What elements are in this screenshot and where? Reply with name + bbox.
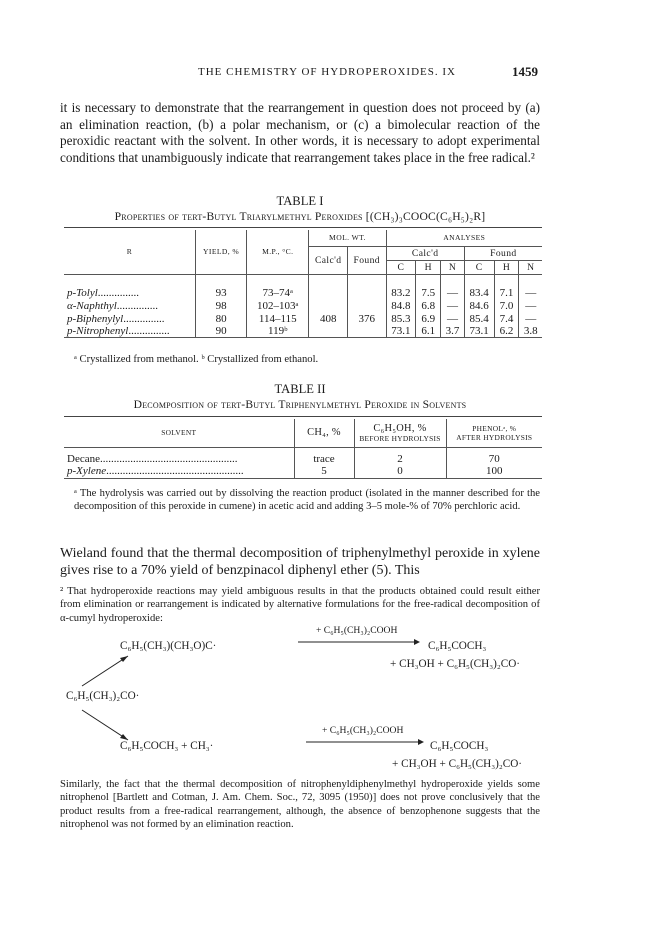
intro-paragraph: it is necessary to demonstrate that the rearrangement in question does not proceed by (a) an elimination reaction, (b) a polar mechanism, or (c) a bimolecular reaction of the peroxidic reactant with the solvent. In other words, it is necessary to adopt experimental conditions that unambiguously indicate that rearrangement takes place in the free radical.²	[60, 100, 540, 165]
col-mw-found: Found	[347, 246, 386, 274]
col-c-found: C	[464, 260, 494, 274]
cell-mw-calc: 408	[309, 312, 348, 325]
col-phenol	[446, 419, 542, 447]
table-row: Decane.................................................. trace 2 70	[64, 452, 542, 465]
cell-mw-found	[347, 325, 386, 338]
cell-mw-calc	[309, 325, 348, 338]
cell-h-found: 7.1	[494, 287, 519, 300]
cell-c-calc: 84.8	[386, 300, 416, 313]
table-row: p-Xylene.................................................. 5 0 100	[64, 465, 542, 478]
row-r: p-Biphenylyl	[67, 312, 124, 325]
table1	[64, 230, 542, 338]
cell-mw-calc	[309, 287, 348, 300]
cell-c-found: 73.1	[464, 325, 494, 338]
cell-ch4: 5	[294, 465, 354, 478]
table2-top-rule	[64, 416, 542, 417]
col-phenol-label: PHENOLᵃ, %	[472, 423, 517, 433]
branch-down-arrow-icon	[78, 706, 138, 744]
cell-n-calc: —	[441, 300, 465, 313]
upper-coproducts: + CH₃OH + C₆H₅(CH₃)₂CO·	[390, 658, 521, 670]
col-mol-wt: MOL. WT.	[309, 230, 386, 246]
branch-up-arrow-icon	[78, 652, 138, 690]
cell-yield: 98	[196, 300, 247, 313]
cell-mp: 102–103ᵃ	[247, 300, 309, 313]
table-row: p-Biphenylyl............... 80 114–115 408 376 85.3 6.9 — 85.4 7.4 —	[64, 312, 542, 325]
table1-title: Properties of tert-Butyl Triarylmethyl Peroxides [(CH₃)₃COOC(C₆H₅)₂R]	[114, 210, 486, 223]
cell-c-found: 84.6	[464, 300, 494, 313]
table-row: p-Tolyl............... 93 73–74ᵃ 83.2 7.5 — 83.4 7.1 —	[64, 287, 542, 300]
col-analyses-found: Found	[464, 246, 542, 260]
col-mw-calcd: Calc'd	[309, 246, 348, 274]
cell-h-calc: 6.1	[416, 325, 441, 338]
col-h-calcd: H	[416, 260, 441, 274]
closing-paragraph: Similarly, the fact that the thermal decomposition of nitrophenyldiphenylmethyl hydroperoxide yields some nitrophenol [Bartlett and Cotman, J. Am. Chem. Soc., 72, 3095 (1950)] does not prove conclusively that the product results from a free-radical rearrangement, although, the absence of benzophenone suggests that the nitrophenol was not formed by an elimination reaction.	[60, 779, 540, 831]
cell-h-calc: 6.9	[416, 312, 441, 325]
cell-mp: 119ᵇ	[247, 325, 309, 338]
upper-intermediate: C₆H₅(CH₃)(CH₃O)C·	[120, 640, 217, 652]
cell-c-calc: 83.2	[386, 287, 416, 300]
cell-yield: 90	[196, 325, 247, 338]
col-mp: M.P., °C.	[247, 230, 309, 274]
cell-after: 100	[446, 465, 542, 478]
page-number: 1459	[512, 64, 538, 79]
row-r: p-Nitrophenyl	[67, 325, 129, 338]
col-c6h5oh-label: C₆H₅OH, %	[373, 422, 427, 434]
row-solvent: Decane	[67, 452, 100, 465]
upper-arrow-icon	[296, 636, 420, 648]
cell-h-found: 7.0	[494, 300, 519, 313]
cell-ch4: trace	[294, 452, 354, 465]
footnote-2: ² That hydroperoxide reactions may yield ambiguous results in that the products obtained could result either from elimination or rearrangement is indicated by alternative formulations for the free-radical decomposition of α-cumyl hydroperoxide:	[60, 586, 540, 624]
cell-mp: 73–74ᵃ	[247, 287, 309, 300]
cell-yield: 93	[196, 287, 247, 300]
col-r: R	[64, 230, 196, 274]
cell-n-found: —	[519, 312, 542, 325]
cell-mw-found	[347, 300, 386, 313]
table1-top-rule	[64, 227, 542, 228]
table2-footnote: ᵃ The hydrolysis was carried out by dissolving the reaction product (isolated in the manner described for the decomposition of this peroxide in cumene) in acetic acid and adding 3–5 mole-% of 70% perchloric acid.	[74, 488, 540, 513]
col-analyses-calcd: Calc'd	[386, 246, 464, 260]
cell-mp: 114–115	[247, 312, 309, 325]
col-h-found: H	[494, 260, 519, 274]
cell-before: 0	[354, 465, 446, 478]
running-title: THE CHEMISTRY OF HYDROPEROXIDES. IX	[198, 66, 456, 78]
table2-title: Decomposition of tert-Butyl Triphenylmethyl Peroxide in Solvents	[133, 398, 467, 411]
col-solvent: SOLVENT	[64, 419, 294, 447]
cell-n-found: 3.8	[519, 325, 542, 338]
row-r: α-Naphthyl	[67, 299, 117, 312]
cell-before: 2	[354, 452, 446, 465]
row-r: p-Tolyl	[67, 287, 98, 300]
table2	[64, 419, 542, 479]
col-ch4: CH₄, %	[294, 419, 354, 447]
cell-c-found: 83.4	[464, 287, 494, 300]
start-radical: C₆H₅(CH₃)₂CO·	[66, 690, 140, 702]
col-c6h5oh-sub: BEFORE HYDROLYSIS	[359, 433, 441, 443]
lower-product: C₆H₅COCH₃	[430, 740, 489, 752]
wieland-paragraph: Wieland found that the thermal decomposition of triphenylmethyl peroxide in xylene gives rise to a 70% yield of benzpinacol diphenyl ether (5). This	[60, 546, 540, 578]
table-row: α-Naphthyl............... 98 102–103ᵃ 84.8 6.8 — 84.6 7.0 —	[64, 300, 542, 313]
cell-n-calc: 3.7	[441, 325, 465, 338]
cell-mw-calc	[309, 300, 348, 313]
cell-h-found: 6.2	[494, 325, 519, 338]
row-solvent: p-Xylene	[67, 465, 107, 478]
col-yield: YIELD, %	[196, 230, 247, 274]
cell-h-found: 7.4	[494, 312, 519, 325]
col-analyses: ANALYSES	[386, 230, 542, 246]
cell-n-calc: —	[441, 287, 465, 300]
cell-n-found: —	[519, 287, 542, 300]
cell-yield: 80	[196, 312, 247, 325]
lower-reagent: + C₆H₅(CH₃)₂COOH	[322, 725, 404, 736]
cell-c-calc: 73.1	[386, 325, 416, 338]
table-row: p-Nitrophenyl............... 90 119ᵇ 73.1 6.1 3.7 73.1 6.2 3.8	[64, 325, 542, 338]
col-phenol-sub: AFTER HYDROLYSIS	[456, 432, 533, 442]
cell-n-found: —	[519, 300, 542, 313]
lower-intermediate: C₆H₅COCH₃ + CH₃·	[120, 740, 214, 752]
cell-h-calc: 6.8	[416, 300, 441, 313]
table1-footnote: ᵃ Crystallized from methanol. ᵇ Crystallized from ethanol.	[74, 354, 319, 365]
lower-coproducts: + CH₃OH + C₆H₅(CH₃)₂CO·	[392, 758, 523, 770]
lower-arrow-icon	[304, 736, 424, 748]
col-c-calcd: C	[386, 260, 416, 274]
cell-mw-found: 376	[347, 312, 386, 325]
cell-c-calc: 85.3	[386, 312, 416, 325]
col-c6h5oh	[354, 419, 446, 447]
cell-c-found: 85.4	[464, 312, 494, 325]
cell-n-calc: —	[441, 312, 465, 325]
upper-product: C₆H₅COCH₃	[428, 640, 487, 652]
upper-reagent: + C₆H₅(CH₃)₂COOH	[316, 625, 398, 636]
cell-h-calc: 7.5	[416, 287, 441, 300]
cell-mw-found	[347, 287, 386, 300]
table2-label: TABLE II	[274, 382, 326, 396]
table1-label: TABLE I	[276, 194, 324, 208]
cell-after: 70	[446, 452, 542, 465]
col-n-calcd: N	[441, 260, 465, 274]
col-n-found: N	[519, 260, 542, 274]
